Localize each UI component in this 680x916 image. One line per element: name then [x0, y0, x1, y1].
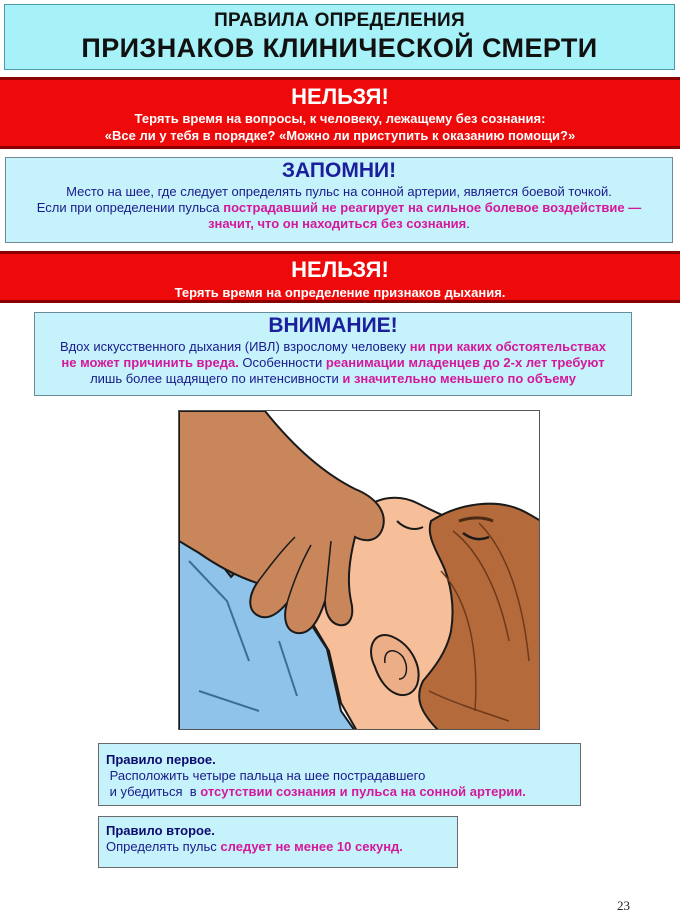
- rule-two-line-1-highlight: следует не менее 10 секунд.: [220, 839, 403, 854]
- attention-line-3-highlight: и значительно меньшего по объему: [342, 371, 576, 386]
- pulse-check-illustration: [178, 410, 540, 730]
- attention-line-2-highlight-b: реанимации младенцев до 2-х лет требуют: [325, 355, 605, 370]
- page-header: [4, 4, 675, 70]
- rule-one-line-1: Расположить четыре пальца на шее пострадавшего: [106, 768, 426, 783]
- attention-line-3-text: лишь более щадящего по интенсивности: [90, 371, 343, 386]
- remember-line-3: [6, 216, 672, 232]
- warning-title: НЕЛЬЗЯ!: [291, 84, 389, 109]
- attention-line-1: [35, 339, 631, 355]
- remember-line-2-highlight: пострадавший не реагирует на сильное болевое воздействие —: [223, 200, 642, 215]
- rule-two-box: [98, 816, 458, 868]
- rule-one-box: [98, 743, 581, 806]
- warning-title: НЕЛЬЗЯ!: [291, 257, 389, 282]
- attention-line-2-text: Особенности: [238, 355, 326, 370]
- pulse-check-drawing: [179, 411, 540, 730]
- remember-line-2-text: Если при определении пульса: [36, 200, 224, 215]
- attention-box: [34, 312, 632, 396]
- attention-title: ВНИМАНИЕ!: [268, 314, 398, 337]
- warning-text-line-2: «Все ли у тебя в порядке? «Можно ли приступить к оказанию помощи?»: [104, 128, 576, 143]
- remember-box: [5, 157, 673, 243]
- page-number: 23: [617, 898, 630, 913]
- header-title: ПРИЗНАКОВ КЛИНИЧЕСКОЙ СМЕРТИ: [81, 33, 598, 63]
- remember-line-2: [6, 200, 672, 216]
- attention-line-2-highlight-a: не может причинить вреда.: [61, 355, 239, 370]
- rule-one-title: Правило первое.: [106, 752, 216, 767]
- remember-title: ЗАПОМНИ!: [281, 159, 397, 182]
- rule-one-line-2-text: и убедиться в: [106, 784, 201, 799]
- warning-banner-questions: [0, 77, 680, 149]
- warning-text-line-1: Терять время на вопросы, к человеку, лежащему без сознания:: [134, 111, 546, 126]
- attention-line-2: [35, 355, 631, 371]
- rule-two-title: Правило второе.: [106, 823, 215, 838]
- rule-one-line-2-highlight: отсутствии сознания и пульса на сонной артерии.: [200, 784, 526, 799]
- remember-line-3-highlight: значит, что он находиться без сознания: [208, 216, 467, 231]
- remember-line-3-text: .: [466, 216, 470, 231]
- rule-two-line-1-text: Определять пульс: [106, 839, 221, 854]
- header-line-1: ПРАВИЛА ОПРЕДЕЛЕНИЯ: [214, 10, 465, 31]
- warning-text-line-1: Терять время на определение признаков дыхания.: [174, 285, 506, 300]
- remember-line-1: Место на шее, где следует определять пульс на сонной артерии, является боевой точкой.: [66, 184, 612, 199]
- attention-line-1-text: Вдох искусственного дыхания (ИВЛ) взрослому человеку: [60, 339, 410, 354]
- attention-line-1-highlight: ни при каких обстоятельствах: [409, 339, 606, 354]
- warning-banner-breathing: [0, 251, 680, 303]
- attention-line-3: [35, 371, 631, 387]
- rule-two-line-1: [106, 839, 457, 855]
- rule-one-line-2: [106, 784, 580, 800]
